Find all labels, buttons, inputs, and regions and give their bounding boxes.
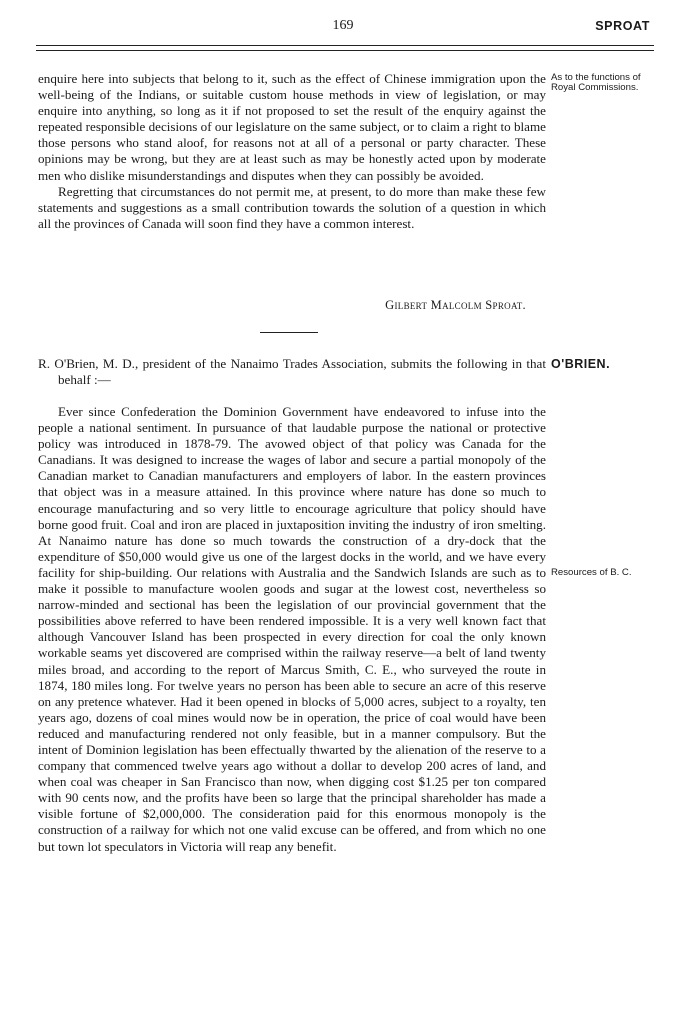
page-header [36,18,650,38]
header-double-rule [36,45,654,51]
obrien-intro: R. O'Brien, M. D., president of the Nanaimo Trades Association, submits the following in that behalf :— [38,356,546,388]
sproat-paragraph-2: Regretting that circumstances do not permit me, at present, to do more than make these few statements and suggestions as a small contribution towards the solution of a question in which all the provinces of Canada will soon find they have a common interest. [38,183,546,231]
signature: Gilbert Malcolm Sproat. [385,298,526,312]
sidenote-resources: Resources of B. C. [551,567,632,578]
signature-block [38,298,546,316]
sproat-section [38,71,546,232]
obrien-body-block [38,404,546,855]
page-number: 169 [332,18,354,33]
sproat-paragraph-1: enquire here into subjects that belong to it, such as the effect of Chinese immigration upon the well-being of the Indians, or suitable custom house methods in view of legislation, or may enquire into anything, so long as it if not proposed to set the result of the enquiry against the repeated responsible decisions of our legislature on the same subject, or to claim a right to blame those persons who stand aloof, for reasons not at all of a personal or party character. These opinions may be wrong, but they are at least such as may be honestly acted upon by moderate men who dislike misunderstandings and disputes when they can possibly be avoided. [38,71,546,183]
sidenote-royal-commissions: As to the functions of Royal Commissions. [551,72,641,94]
obrien-intro-block [38,356,546,388]
obrien-body: Ever since Confederation the Dominion Government have endeavored to infuse into the people a national sentiment. In pursuance of that laudable purpose the national or protective policy was introduced in 1878-79. The avowed object of that policy was Canada for the Canadians. It was designed to increase the wages of labor and secure a partial monopoly of the Canadian market to Canadian manufacturers and employers of labor. In the eastern provinces that object was in a measure attained. In this province where nature has done so much to encourage manufacturing and so very little to encourage agriculture that policy should have borne good fruit. Coal and iron are placed in juxtaposition inviting the industry of iron smelting. At Nanaimo nature has done so much towards the construction of a dry-dock that the expenditure of $50,000 would give us one of the largest docks in the world, and we have every facility for ship-building. Our relations with Australia and the Sandwich Islands are such as to make it possible to manufacture woolen goods and sugar at the lowest cost, nevertheless so narrow-minded and sectional has been the legislation of our provincial government that the possibilities above referred to have been rendered impossible. It is a very well known fact that although Vancouver Island has been prospected in every direction for coal the only known workable seams yet discovered are comprised within the railway reserve—a belt of land twenty miles broad, and according to the report of Marcus Smith, C. E., who surveyed the route in 1874, 180 miles long. For twelve years no person has been able to secure an acre of this reserve on any pretence whatever. Had it been opened in blocks of 5,000 acres, subject to a royalty, ten years ago, dozens of coal mines would now be in operation, the price of coal would have been reduced and manufacturing rendered not only feasible, but in a manner compulsory. But the intent of Dominion legislation has been effectually thwarted by the alienation of the reserve to a company that commenced twelve years ago without a dollar to develop 200 acres of land, and when coal was cheaper in San Francisco than now, when digging cost $1.25 per ton compared with 90 cents now, and the profits have been so large that the principal shareholder has made a visible fortune of $2,000,000. The consideration paid for this enormous monopoly is the construction of a railway for which not one valid excuse can be offered, and from which no one but town lot speculators in Victoria will reap any benefit. [38,404,546,854]
obrien-side-heading: O'BRIEN. [551,357,611,371]
section-divider [260,332,318,333]
running-head: SPROAT [595,19,650,33]
